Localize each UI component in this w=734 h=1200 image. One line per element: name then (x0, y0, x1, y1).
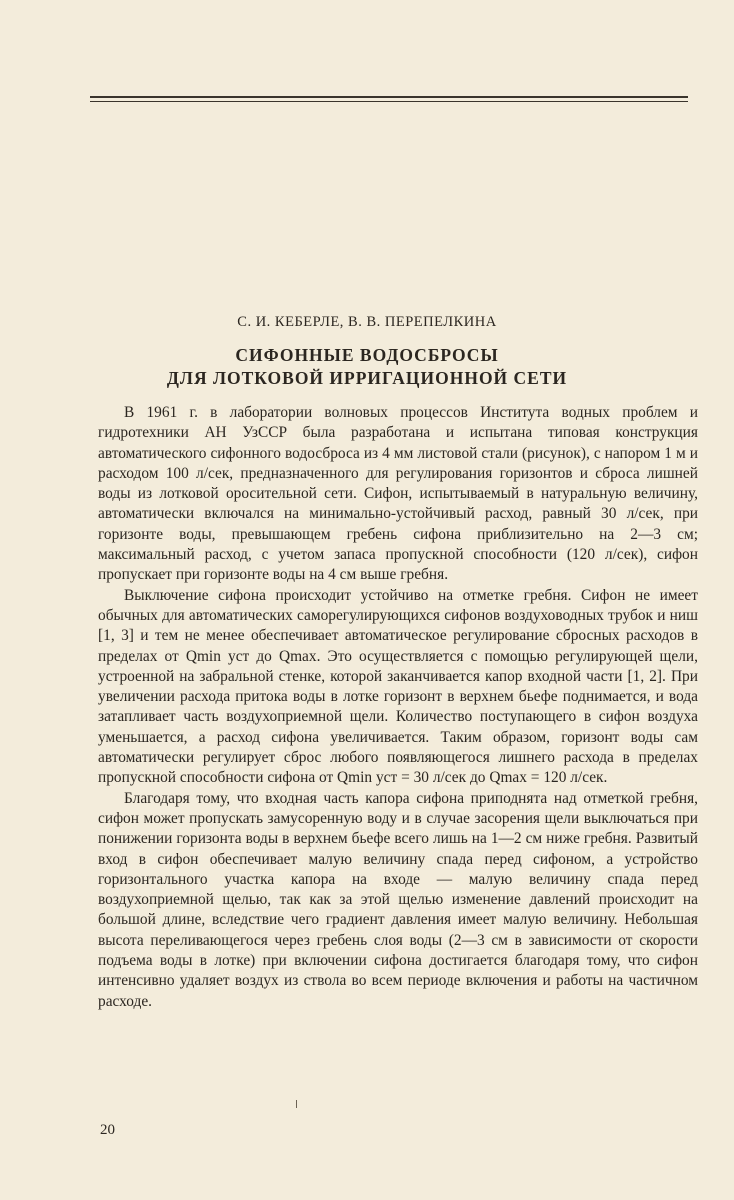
bottom-tick-mark (296, 1100, 297, 1108)
paragraph-3: Благодаря тому, что входная часть капора сифона приподнята над отметкой гребня, сифон может пропускать замусоренную воду и в случае засорения щели выключаться при понижении горизонта воды в верхнем бьефе всего лишь на 1—2 см ниже гребня. Развитый вход в сифон обеспечивает малую величину спада перед сифоном, а устройство горизонтального участка капора на входе — малую величину спада перед воздухоприемной щелью, так как за этой щелью изменение давлений происходит на большой длине, вследствие чего градиент давления имеет малую величину. Небольшая высота переливающегося через гребень слоя воды (2—3 см в зависимости от скорости подъема воды в лотке) при включении сифона достигается благодаря тому, что сифон интенсивно удаляет воздух из ствола во всем периоде включения и работы на частичном расходе. (98, 789, 698, 1010)
top-rule (90, 96, 688, 98)
title-line-2: ДЛЯ ЛОТКОВОЙ ИРРИГАЦИОННОЙ СЕТИ (166, 368, 568, 388)
title-line-1: СИФОННЫЕ ВОДОСБРОСЫ (235, 345, 499, 365)
article-title (0, 344, 734, 390)
page-number: 20 (100, 1122, 115, 1138)
paragraph-2: Выключение сифона происходит устойчиво на отметке гребня. Сифон не имеет обычных для автоматических саморегулирующихся сифонов воздуховодных трубок и ниш [1, 3] и тем не менее обеспечивает автоматическое регулирование сбросных расходов в пределах от Qmin уст до Qmax. Это осуществляется с помощью регулирующей щели, устроенной на забральной стенке, которой заканчивается капор входной части [1, 2]. При увеличении расхода притока воды в лотке горизонт в верхнем бьефе поднимается, и вода затапливает часть воздухоприемной щели. Количество поступающего в сифон воздуха уменьшается, а расход сифона увеличивается. Таким образом, горизонт воды сам автоматически регулирует сброс любого появляющегося лишнего расхода в пределах пропускной способности сифона от Qmin уст = 30 л/сек до Qmax = 120 л/сек. (98, 586, 698, 787)
paragraph-1: В 1961 г. в лаборатории волновых процессов Института водных проблем и гидротехники АН УзССР была разработана и испытана типовая конструкция автоматического сифонного водосброса из 4 мм листовой стали (рисунок), с напором 1 м и расходом 100 л/сек, предназначенного для регулирования горизонтов и сброса лишней воды из лотковой оросительной сети. Сифон, испытываемый в натуральную величину, автоматически включался на минимально-устойчивый расход, равный 30 л/сек, при горизонте воды, превышающем гребень сифона приблизительно на 2—3 см; максимальный расход, с учетом запаса пропускной способности (120 л/сек), сифон пропускает при горизонте воды на 4 см выше гребня. (98, 404, 698, 584)
top-rule-thin (90, 101, 688, 102)
article-authors: С. И. КЕБЕРЛЕ, В. В. ПЕРЕПЕЛКИНА (237, 314, 497, 330)
article-body (98, 403, 698, 1012)
